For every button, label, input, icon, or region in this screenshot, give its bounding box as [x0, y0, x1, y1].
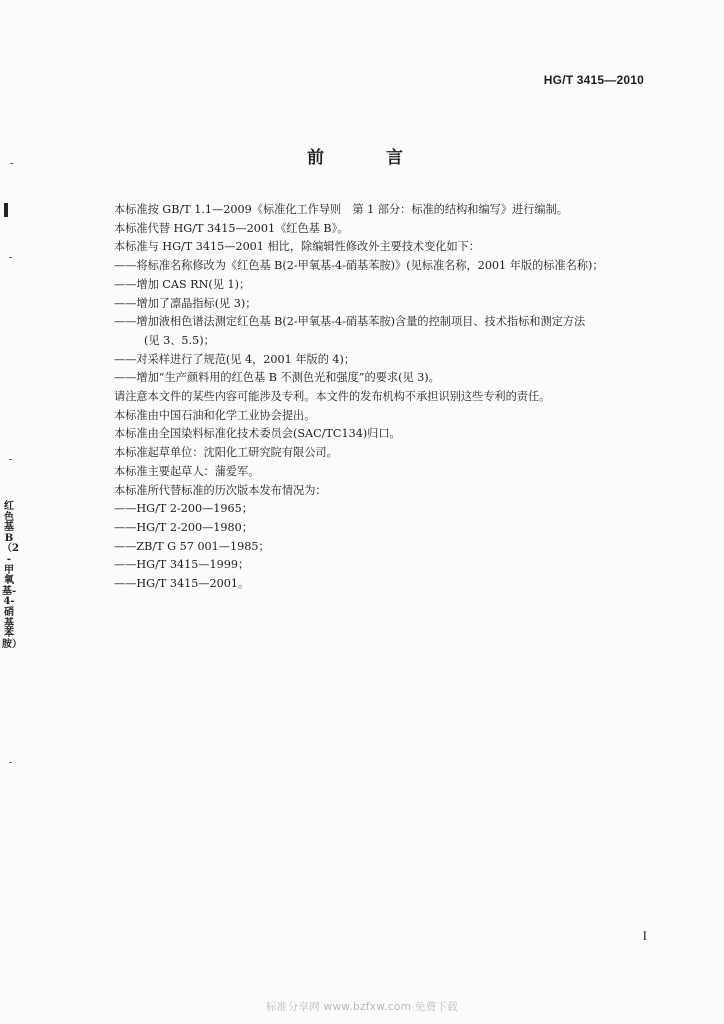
foreword-body — [114, 201, 662, 594]
change-item: ——将标准名称修改为《红色基 B(2-甲氧基-4-硝基苯胺)》(见标准名称，2001 年版的标准名称)； — [114, 259, 604, 273]
change-item-continuation: (见 3、5.5)； — [144, 333, 215, 347]
version-item: ——HG/T 3415—1999； — [114, 558, 250, 572]
foreword-line: 本标准由中国石油和化学工业协会提出。 — [114, 408, 316, 422]
version-item: ——HG/T 2-200—1965； — [114, 502, 253, 516]
page-number: I — [642, 928, 647, 943]
foreword-line: 本标准由全国染料标准化技术委员会(SAC/TC134)归口。 — [114, 427, 401, 441]
margin-tick — [9, 257, 12, 258]
change-item: ——增加液相色谱法测定红色基 B(2-甲氧基-4-硝基苯胺)含量的控制项目、技术指标和测定方法 — [114, 315, 586, 329]
version-item: ——HG/T 3415—2001。 — [114, 577, 250, 591]
margin-tick — [9, 459, 12, 460]
change-item: ——增加 CAS RN(见 1)； — [114, 277, 251, 291]
version-item: ——ZB/T G 57 001—1985； — [114, 539, 270, 553]
foreword-line: 本标准按 GB/T 1.1—2009《标准化工作导则 第 1 部分：标准的结构和编写》进行编制。 — [114, 203, 568, 216]
change-item: ——增加“生产颜料用的红色基 B 不测色光和强度”的要求(见 3)。 — [114, 371, 440, 385]
side-running-title: 红色基B（2-甲氧基-4-硝基苯胺） — [2, 501, 22, 650]
margin-tick — [10, 163, 13, 164]
foreword-line: 请注意本文件的某些内容可能涉及专利。本文件的发布机构不承担识别这些专利的责任。 — [114, 390, 551, 404]
foreword-line: 本标准代替 HG/T 3415—2001《红色基 B》。 — [114, 221, 349, 235]
foreword-line: 本标准所代替标准的历次版本发布情况为： — [114, 483, 327, 497]
version-item: ——HG/T 2-200—1980； — [114, 520, 253, 534]
standard-code: HG/T 3415—2010 — [543, 73, 644, 87]
change-item: ——增加了凛晶指标(见 3)； — [114, 296, 257, 310]
foreword-line: 本标准起草单位：沈阳化工研究院有限公司。 — [114, 446, 338, 460]
watermark: 标准分享网 www.bzfxw.com 免费下载 — [266, 1001, 458, 1013]
change-item: ——对采样进行了规范(见 4，2001 年版的 4)； — [114, 352, 356, 366]
binding-mark — [4, 203, 8, 217]
foreword-line: 本标准主要起草人：蒲爱军。 — [114, 464, 260, 478]
page-title: 前 言 — [307, 148, 431, 168]
margin-tick — [9, 762, 12, 763]
foreword-line: 本标准与 HG/T 3415—2001 相比，除编辑性修改外主要技术变化如下： — [114, 240, 481, 254]
